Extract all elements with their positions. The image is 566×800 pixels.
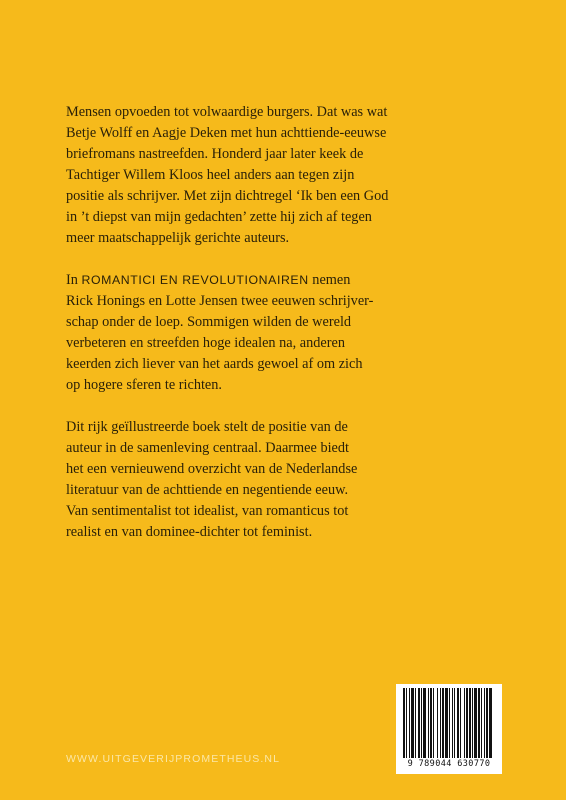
barcode-bar (474, 688, 477, 758)
barcode-bar (418, 688, 420, 758)
barcode-bar (460, 688, 461, 758)
barcode-bar (406, 688, 407, 758)
barcode-digits: 9 789044 630770 (407, 759, 491, 769)
paragraph-book-prefix: In (66, 272, 82, 288)
barcode-bar (466, 688, 468, 758)
paragraph-book-suffix: nemen Rick Honings en Lotte Jensen twee eeuwen schrijver- schap onder de loep. Sommigen wilden de wereld verbeteren en streefden hoge idealen na, anderen keerden zich liever van het aards gewoel af om zich op hogere sferen te richten. (66, 272, 374, 393)
barcode-bar (445, 688, 448, 758)
paragraph-book (66, 270, 486, 396)
barcode-bar (433, 688, 434, 758)
barcode-bar (452, 688, 453, 758)
back-cover-text (66, 102, 486, 543)
barcode-bar (442, 688, 444, 758)
barcode-bar (464, 688, 465, 758)
paragraph-summary: Dit rijk geïllustreerde boek stelt de positie van de auteur in de samenleving centraal. Daarmee biedt het een vernieuwend overzicht van de Nederlandse literatuur van de achttiende en negentiende eeuw. Van sentimentalist tot idealist, van romanticus tot realist en van dominee-dichter tot feminist. (66, 419, 358, 540)
publisher-website: WWW.UITGEVERIJPROMETHEUS.NL (66, 753, 281, 765)
barcode-bar (403, 688, 405, 758)
barcode-bar (457, 688, 459, 758)
barcode-bar (440, 688, 441, 758)
barcode-bar (469, 688, 471, 758)
barcode-bar (484, 688, 485, 758)
barcode-bar (437, 688, 438, 758)
barcode-bar (411, 688, 414, 758)
barcode-bar (423, 688, 426, 758)
barcode-bar (409, 688, 410, 758)
barcode-bar (421, 688, 422, 758)
barcode-bar (472, 688, 473, 758)
barcode-bar (430, 688, 432, 758)
barcode-bar (454, 688, 455, 758)
barcode-bar (489, 688, 492, 758)
barcode-bars (403, 688, 495, 758)
barcode-bar (449, 688, 450, 758)
barcode-bar (415, 688, 416, 758)
book-title: ROMANTICI EN REVOLUTIONAIREN (81, 273, 309, 287)
barcode-bar (481, 688, 482, 758)
paragraph-intro: Mensen opvoeden tot volwaardige burgers. Dat was wat Betje Wolff en Aagje Deken met hun achttiende-eeuwse briefromans nastreefden. Honderd jaar later keek de Tachtiger Willem Kloos heel anders aan tegen zijn positie als schrijver. Met zijn dichtregel ‘Ik ben een God in ’t diepst van mijn gedachten’ zette hij zich af tegen meer maatschappelijk gerichte auteurs. (66, 104, 389, 246)
isbn-barcode (396, 684, 502, 774)
barcode-bar (428, 688, 429, 758)
barcode-bar (478, 688, 480, 758)
barcode-bar (486, 688, 488, 758)
